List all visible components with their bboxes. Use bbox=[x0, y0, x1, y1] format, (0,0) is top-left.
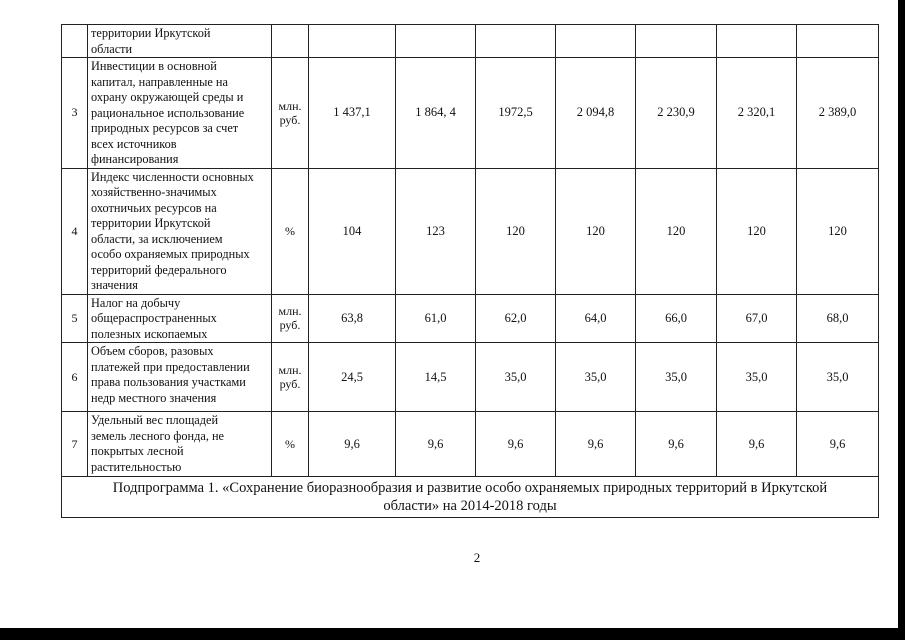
value-cell: 120 bbox=[636, 168, 717, 294]
value-cell bbox=[717, 25, 797, 58]
unit: млн. руб. bbox=[272, 343, 309, 412]
value-cell bbox=[556, 25, 636, 58]
value-cell: 120 bbox=[717, 168, 797, 294]
indicators-table bbox=[61, 24, 879, 518]
value-cell bbox=[797, 25, 879, 58]
value-cell: 104 bbox=[309, 168, 396, 294]
unit: млн. руб. bbox=[272, 58, 309, 169]
indicator-name: Индекс численности основных хозяйственно-значимых охотничьих ресурсов на территории Иркутской области, за исключением особо охраняемых природных территорий федерального значения bbox=[88, 168, 272, 294]
table-row bbox=[62, 25, 879, 58]
row-number: 6 bbox=[62, 343, 88, 412]
row-number bbox=[62, 25, 88, 58]
unit: млн. руб. bbox=[272, 294, 309, 343]
table-row bbox=[62, 412, 879, 477]
scan-border-bottom bbox=[0, 628, 905, 640]
value-cell: 9,6 bbox=[396, 412, 476, 477]
unit bbox=[272, 25, 309, 58]
value-cell: 1 437,1 bbox=[309, 58, 396, 169]
row-number: 7 bbox=[62, 412, 88, 477]
value-cell: 14,5 bbox=[396, 343, 476, 412]
indicator-name: территории Иркутской области bbox=[88, 25, 272, 58]
row-number: 5 bbox=[62, 294, 88, 343]
value-cell: 35,0 bbox=[797, 343, 879, 412]
value-cell: 61,0 bbox=[396, 294, 476, 343]
row-number: 4 bbox=[62, 168, 88, 294]
value-cell: 35,0 bbox=[636, 343, 717, 412]
indicator-name: Объем сборов, разовых платежей при предоставлении права пользования участками недр местного значения bbox=[88, 343, 272, 412]
value-cell: 35,0 bbox=[476, 343, 556, 412]
value-cell: 2 094,8 bbox=[556, 58, 636, 169]
value-cell: 9,6 bbox=[636, 412, 717, 477]
value-cell: 9,6 bbox=[309, 412, 396, 477]
value-cell: 9,6 bbox=[717, 412, 797, 477]
value-cell bbox=[476, 25, 556, 58]
table-row bbox=[62, 294, 879, 343]
value-cell: 67,0 bbox=[717, 294, 797, 343]
table-row bbox=[62, 343, 879, 412]
value-cell: 2 320,1 bbox=[717, 58, 797, 169]
value-cell: 120 bbox=[797, 168, 879, 294]
table-row bbox=[62, 168, 879, 294]
row-number: 3 bbox=[62, 58, 88, 169]
value-cell: 120 bbox=[476, 168, 556, 294]
value-cell: 2 389,0 bbox=[797, 58, 879, 169]
value-cell: 1972,5 bbox=[476, 58, 556, 169]
value-cell: 2 230,9 bbox=[636, 58, 717, 169]
scan-border-right bbox=[898, 0, 905, 640]
unit: % bbox=[272, 412, 309, 477]
subprogram-row bbox=[62, 477, 879, 518]
value-cell: 35,0 bbox=[556, 343, 636, 412]
value-cell bbox=[309, 25, 396, 58]
page-top-edge bbox=[0, 0, 905, 4]
value-cell bbox=[396, 25, 476, 58]
value-cell: 120 bbox=[556, 168, 636, 294]
value-cell: 66,0 bbox=[636, 294, 717, 343]
value-cell: 1 864, 4 bbox=[396, 58, 476, 169]
value-cell bbox=[636, 25, 717, 58]
indicator-name: Удельный вес площадей земель лесного фонда, не покрытых лесной растительностью bbox=[88, 412, 272, 477]
value-cell: 123 bbox=[396, 168, 476, 294]
indicator-name: Налог на добычу общераспространенных полезных ископаемых bbox=[88, 294, 272, 343]
value-cell: 35,0 bbox=[717, 343, 797, 412]
value-cell: 62,0 bbox=[476, 294, 556, 343]
value-cell: 9,6 bbox=[797, 412, 879, 477]
page-number: 2 bbox=[473, 550, 481, 565]
value-cell: 63,8 bbox=[309, 294, 396, 343]
unit: % bbox=[272, 168, 309, 294]
value-cell: 24,5 bbox=[309, 343, 396, 412]
indicator-name: Инвестиции в основной капитал, направленные на охрану окружающей среды и рациональное использование природных ресурсов за счет всех источников финансирования bbox=[88, 58, 272, 169]
value-cell: 9,6 bbox=[476, 412, 556, 477]
value-cell: 9,6 bbox=[556, 412, 636, 477]
value-cell: 64,0 bbox=[556, 294, 636, 343]
value-cell: 68,0 bbox=[797, 294, 879, 343]
table-row bbox=[62, 58, 879, 169]
subprogram-title: Подпрограмма 1. «Сохранение биоразнообразия и развитие особо охраняемых природных территорий в Иркутской области» на 2014-2018 годы bbox=[62, 477, 879, 518]
